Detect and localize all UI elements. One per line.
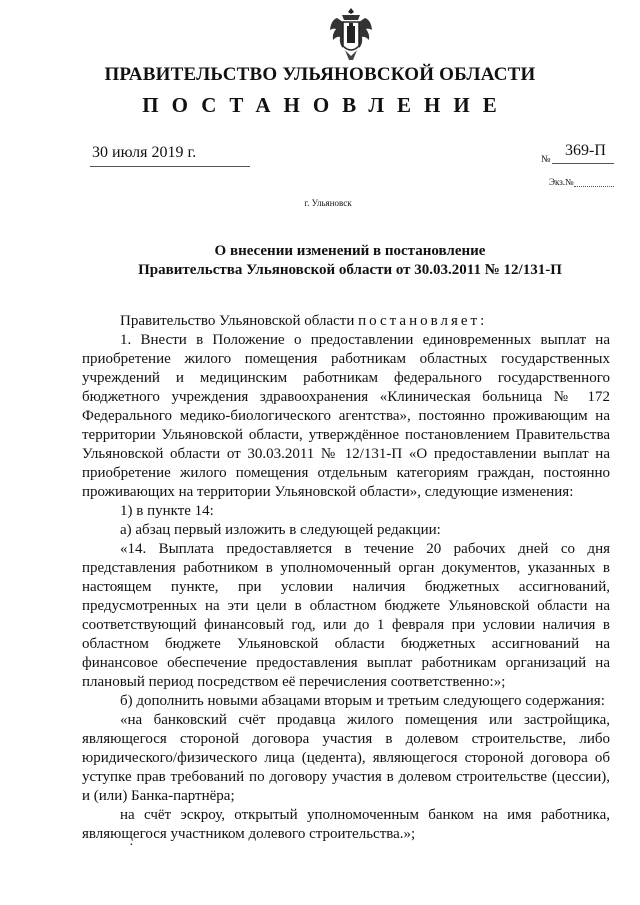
stray-mark: · xyxy=(129,838,134,853)
paragraph-1: 1. Внести в Положение о предоставлении единовременных выплат на приобретение жилого помещения работникам областных государственных учреждений и медицинским работникам федерального государственного бюджетного учреждения здравоохранения «Клиническая больница № 172 Федерального медико-биологического агентства», постоянно проживающим на территории Ульяновской области, утверждённое постановлением Правительства Ульяновской области от 30.03.2011 № 12/131-П «О предоставлении выплат на приобретение жилого помещения отдельным категориям граждан, постоянно проживающих на территории Ульяновской области», следующие изменения: xyxy=(82,332,610,500)
number-prefix: № xyxy=(541,154,551,165)
copy-number-label: Экз.№ xyxy=(549,177,574,187)
city-name: г. Ульяновск xyxy=(304,198,352,208)
date-underline xyxy=(90,166,250,167)
decree-body xyxy=(82,312,610,844)
paragraph-5: б) дополнить новыми абзацами вторым и третьим следующего содержания: xyxy=(120,693,605,709)
paragraph-4: «14. Выплата предоставляется в течение 20 рабочих дней со дня представления работником в уполномоченный орган документов, указанных в настоящем пункте, при условии наличия бюджетных ассигнований, предусмотренных на эти цели в областном бюджете Ульяновской области на соответствующий финансовый год, или до 1 февраля при условии наличия в областном бюджете Ульяновской области бюджетных ассигнований на финансовое обеспечение предоставления выплат работникам организаций на плановый период посредством её перечисления соответственно:»; xyxy=(82,541,610,690)
intro-spaced-verb: постановляет: xyxy=(358,313,488,329)
decree-subject xyxy=(90,242,610,280)
intro-text: Правительство Ульяновской области xyxy=(120,313,359,329)
decree-number: 369-П xyxy=(565,142,606,159)
subject-line-2: Правительства Ульяновской области от 30.03.2011 № 12/131-П xyxy=(138,262,562,278)
government-title: ПРАВИТЕЛЬСТВО УЛЬЯНОВСКОЙ ОБЛАСТИ xyxy=(104,64,536,85)
copy-number-line xyxy=(574,186,614,187)
paragraph-3: а) абзац первый изложить в следующей редакции: xyxy=(120,522,441,538)
coat-of-arms-emblem xyxy=(327,6,375,64)
number-underline xyxy=(552,163,614,164)
paragraph-7: на счёт эскроу, открытый уполномоченным банком на имя работника, являющегося участником долевого строительства.»; xyxy=(82,807,610,842)
document-type-title: ПОСТАНОВЛЕНИЕ xyxy=(142,93,510,117)
intro-paragraph xyxy=(82,312,610,331)
subject-line-1: О внесении изменений в постановление xyxy=(214,243,486,259)
paragraph-2: 1) в пункте 14: xyxy=(120,503,214,519)
paragraph-6: «на банковский счёт продавца жилого помещения или застройщика, являющегося стороной договора участия в долевом строительстве, либо юридического/физического лица (цедента), являющегося стороной договора об уступке прав требований по договору участия в долевом строительстве (цессии), и (или) Банка-партнёра; xyxy=(82,712,610,804)
decree-date: 30 июля 2019 г. xyxy=(92,144,197,161)
